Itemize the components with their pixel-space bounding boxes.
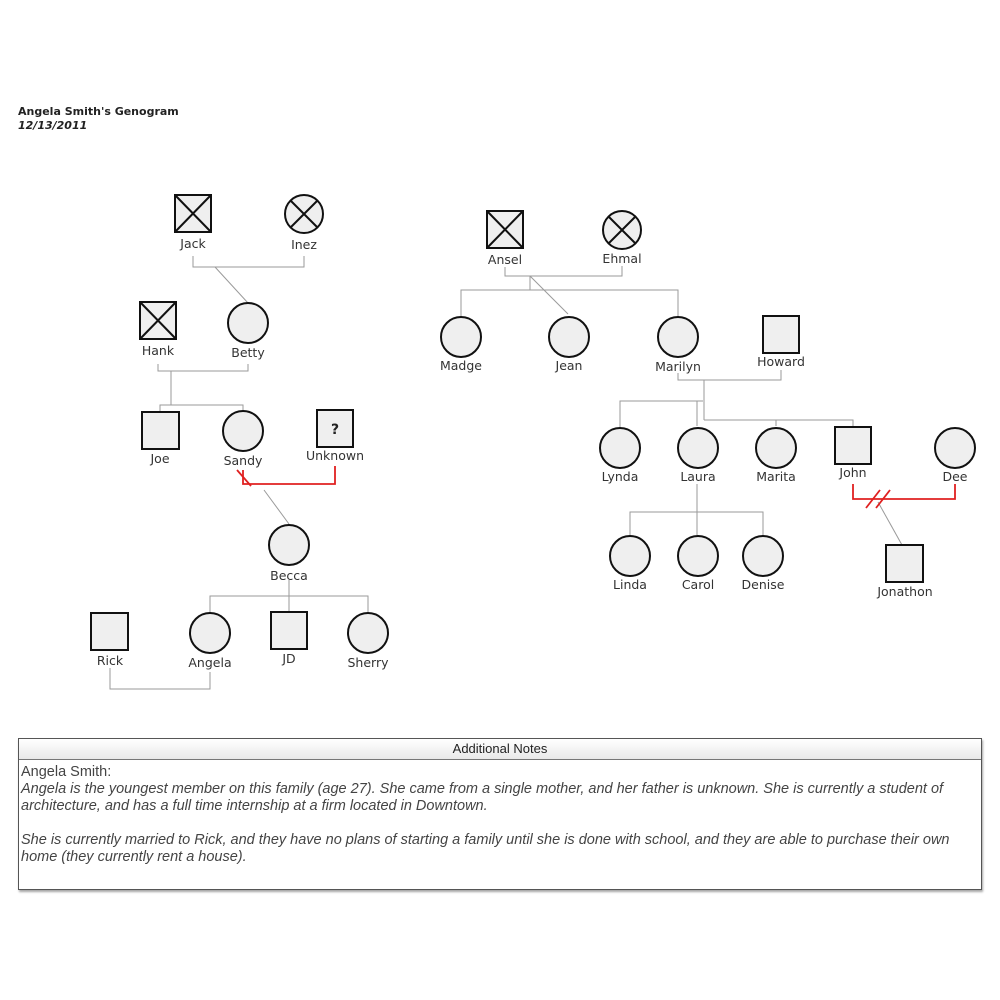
label-inez: Inez [291,237,317,252]
node-marita[interactable] [756,428,796,468]
label-carol: Carol [681,577,715,592]
label-ansel: Ansel [487,252,523,267]
person-nodes [91,195,975,653]
divorce-line-john-dee [853,484,955,499]
node-jonathon[interactable] [886,545,923,582]
label-sandy: Sandy [223,453,263,468]
couple-line-jack-inez [193,256,304,267]
child-line-jean [530,276,568,314]
node-dee[interactable] [935,428,975,468]
label-rick: Rick [96,653,124,668]
node-marilyn[interactable] [658,317,698,357]
node-lynda[interactable] [600,428,640,468]
sibling-line-madge-marilyn [461,290,678,317]
node-ansel[interactable] [487,211,523,248]
node-jd[interactable] [271,612,307,649]
node-becca[interactable] [269,525,309,565]
couple-line-rick-angela [110,668,210,689]
node-carol[interactable] [678,536,718,576]
label-denise: Denise [741,577,785,592]
couple-line-ansel-ehmal [505,266,622,276]
genogram-date: 12/13/2011 [18,119,88,132]
child-line-becca [264,490,289,524]
node-inez[interactable] [285,195,323,233]
child-line-jonathon [878,502,902,545]
sibling-line-joe-sandy [160,405,243,411]
sibling-line-marita-john [704,420,853,426]
node-madge[interactable] [441,317,481,357]
label-dee: Dee [942,469,968,484]
label-madge: Madge [439,358,483,373]
node-jean[interactable] [549,317,589,357]
node-ehmal[interactable] [603,211,641,249]
label-ehmal: Ehmal [602,251,642,266]
label-becca: Becca [270,568,308,583]
label-john: John [839,465,867,480]
node-jack[interactable] [175,195,211,232]
node-linda[interactable] [610,536,650,576]
genogram-title: Angela Smith's Genogram [18,105,179,118]
label-linda: Linda [613,577,647,592]
notes-body[interactable] [19,760,981,866]
node-rick[interactable] [91,613,128,650]
label-hank: Hank [141,343,175,358]
label-jean: Jean [555,358,583,373]
label-lynda: Lynda [601,469,639,484]
node-denise[interactable] [743,536,783,576]
label-jack: Jack [180,236,206,251]
additional-notes-panel [18,738,982,890]
relationship-line-sandy-unknown [243,466,335,484]
notes-paragraph-2: She is currently married to Rick, and they have no plans of starting a family until she is done with school, and they are able to purchase their own home (they currently rent a house). [21,832,950,865]
label-marita: Marita [756,469,796,484]
sibling-line-marilyn-children [620,401,703,428]
label-sherry: Sherry [347,655,389,670]
notes-heading: Additional Notes [19,739,981,760]
node-laura[interactable] [678,428,718,468]
label-angela: Angela [188,655,232,670]
node-angela[interactable] [190,613,230,653]
node-howard[interactable] [763,316,799,353]
label-jd: JD [282,651,296,666]
notes-paragraph-1: Angela is the youngest member on this family (age 27). She came from a single mother, and her father is unknown. She is currently a student of architecture, and has a full time internship at a firm located in Downtown. [21,781,944,814]
node-john[interactable] [835,427,871,464]
label-marilyn: Marilyn [655,359,701,374]
label-betty: Betty [231,345,265,360]
node-hank[interactable] [140,302,176,339]
child-line-betty [215,267,248,303]
node-sandy[interactable] [223,411,263,451]
node-joe[interactable] [142,412,179,449]
node-betty[interactable] [228,303,268,343]
notes-subject-name: Angela Smith: [21,764,112,780]
node-sherry[interactable] [348,613,388,653]
label-laura: Laura [680,469,716,484]
label-joe: Joe [150,451,170,466]
label-unknown: Unknown [305,448,365,463]
label-howard: Howard [757,354,805,369]
unknown-mark: ? [330,422,340,438]
couple-line-hank-betty [158,364,248,371]
label-jonathon: Jonathon [877,584,933,599]
